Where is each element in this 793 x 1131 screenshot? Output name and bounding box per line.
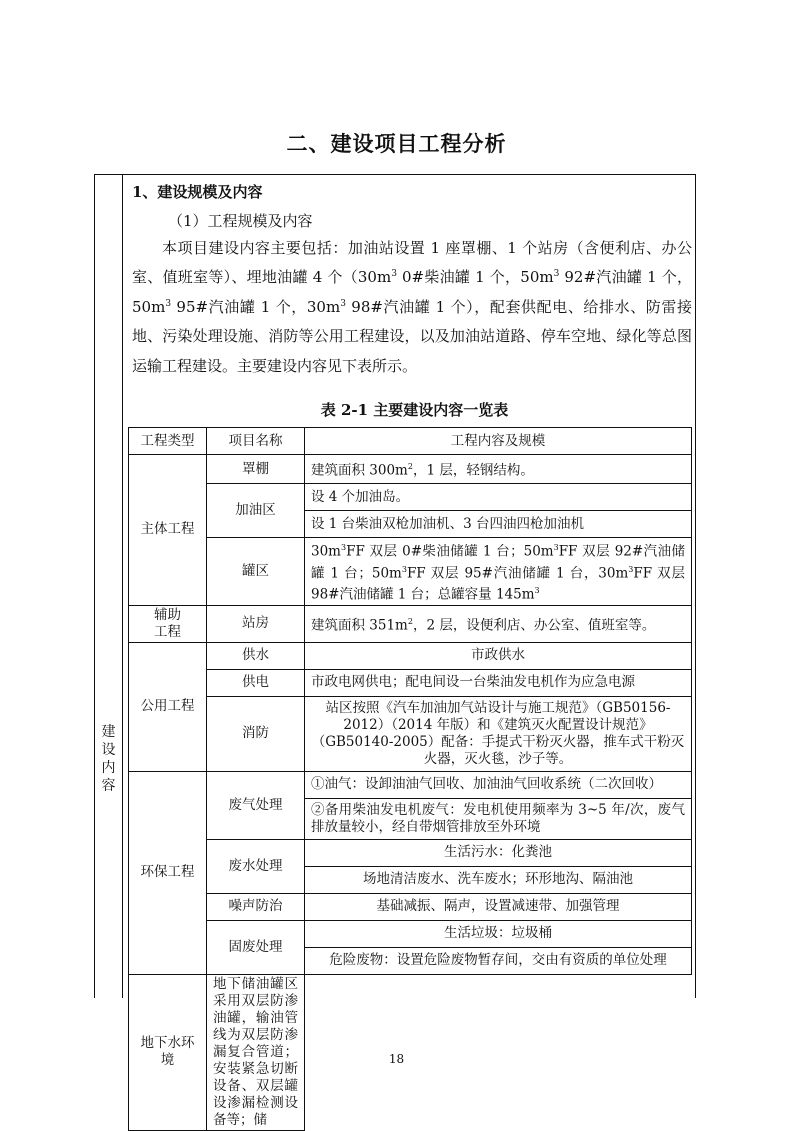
table-header: 工程内容及规模 (305, 428, 692, 455)
desc-cell: 场地清洁废水、洗车废水；环形地沟、隔油池 (305, 866, 692, 893)
desc-cell: 地下储油罐区采用双层防渗油罐，输油管线为双层防渗漏复合管道；安装紧急切断设备、双层罐设渗漏检测设备等；储 (207, 974, 305, 1130)
desc-cell: 建筑面积 $300m^2$，1 层，轻钢结构。 (305, 455, 692, 484)
item-cell: 加油区 (207, 484, 305, 538)
desc-cell: 设 4 个加油岛。 (305, 484, 692, 511)
item-cell: 供水 (207, 642, 305, 669)
desc-cell: 危险废物：设置危险废物暂存间，交由有资质的单位处理 (305, 947, 692, 974)
vertical-label-char: 内 (101, 760, 116, 776)
table-row (129, 893, 692, 920)
construction-content-table (128, 427, 692, 1131)
left-label-column (95, 175, 123, 998)
table-row (129, 839, 692, 866)
table-row (129, 455, 692, 484)
desc-cell: ①油气：设卸油油气回收、加油油气回收系统（二次回收） (305, 771, 692, 798)
table-caption: 表 2-1 主要建设内容一览表 (320, 401, 509, 419)
desc-cell: 设 1 台柴油双枪加油机、3 台四油四枪加油机 (305, 511, 692, 538)
table-row (129, 484, 692, 511)
item-cell: 噪声防治 (207, 893, 305, 920)
category-cell: 公用工程 (129, 642, 207, 771)
vertical-label-char: 设 (101, 742, 116, 758)
desc-cell: 站区按照《汽车加油加气站设计与施工规范》（GB50156-2012）（2014 年版）和《建筑灭火配置设计规范》（GB50140-2005）配备：手提式干粉灭火器，推车式干粉灭火器，灭火毯，沙子等。 (305, 696, 692, 771)
table-row (129, 605, 692, 642)
desc-cell: 建筑面积 $351m^2$，2 层，设便利店、办公室、值班室等。 (305, 605, 692, 642)
table-row (129, 538, 692, 606)
category-cell: 主体工程 (129, 455, 207, 606)
category-cell: 辅助 工程 (129, 605, 207, 642)
desc-cell: 生活污水：化粪池 (305, 839, 692, 866)
desc-cell: ②备用柴油发电机废气：发电机使用频率为 3~5 年/次，废气排放量较小，经自带烟管排放至外环境 (305, 798, 692, 839)
item-cell: 消防 (207, 696, 305, 771)
vertical-label (95, 723, 122, 795)
table-row (129, 642, 692, 669)
desc-cell: 基础减振、隔声，设置减速带、加强管理 (305, 893, 692, 920)
category-cell: 环保工程 (129, 771, 207, 974)
item-cell: 固废处理 (207, 920, 305, 974)
desc-cell: 生活垃圾：垃圾桶 (305, 920, 692, 947)
table-header: 工程类型 (129, 428, 207, 455)
item-cell: 罐区 (207, 538, 305, 606)
table-row (129, 669, 692, 696)
table-row (129, 696, 692, 771)
sub-heading: （1）工程规模及内容 (168, 212, 313, 230)
item-cell: 罩棚 (207, 455, 305, 484)
desc-cell: 市政电网供电；配电间设一台柴油发电机作为应急电源 (305, 669, 692, 696)
item-cell: 废气处理 (207, 771, 305, 839)
vertical-label-char: 容 (101, 778, 116, 794)
table-row (129, 920, 692, 947)
table-header: 项目名称 (207, 428, 305, 455)
page-number: 18 (388, 1052, 405, 1066)
table-row (129, 771, 692, 798)
table-header-row (129, 428, 692, 455)
vertical-label-char: 建 (101, 724, 116, 740)
item-cell: 站房 (207, 605, 305, 642)
item-cell: 地下水环境 (129, 974, 207, 1130)
desc-cell: 市政供水 (305, 642, 692, 669)
item-cell: 供电 (207, 669, 305, 696)
body-paragraph: 本项目建设内容主要包括：加油站设置 1 座罩棚、1 个站房（含便利店、办公室、值班室等）、埋地油罐 4 个（$30m^3$ 0#柴油罐 1 个，$50m^3$ 92#汽油罐 1 个，$50m^3$ 95#汽油罐 1 个，$30m^3$ 98#汽油罐 1 个），配套供配电、给排水、防雷接地、污染处理设施、消防等公用工程建设，以及加油站道路、停车空地、绿化等总图运输工程建设。主要建设内容见下表所示。 (132, 239, 692, 375)
item-cell: 废水处理 (207, 839, 305, 893)
section-heading: 1、建设规模及内容 (132, 183, 263, 201)
desc-cell: $30m^3FF$ 双层 0#柴油储罐 1 台；$50m^3FF$ 双层 92#汽油储罐 1 台；$50m^3FF$ 双层 95#汽油储罐 1 台，$30m^3FF$ 双层 98#汽油储罐 1 台；总罐容量 $145m^3$ (305, 538, 692, 606)
page-title: 二、建设项目工程分析 (286, 132, 507, 156)
